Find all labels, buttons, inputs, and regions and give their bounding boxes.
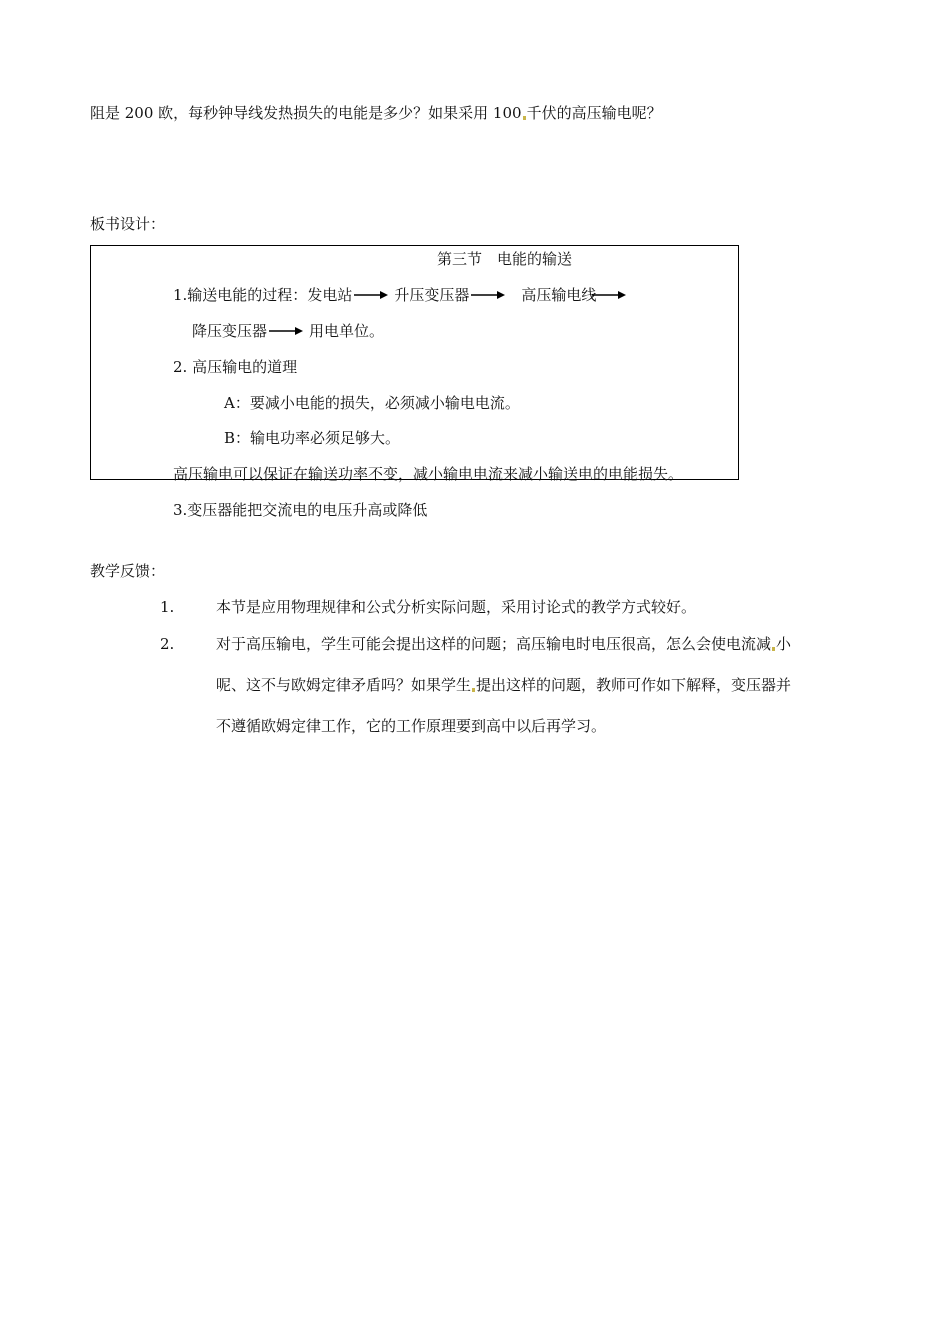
- feedback-number-2: 2.: [160, 635, 175, 653]
- transformer-note: 3.变压器能把交流电的电压升高或降低: [173, 501, 428, 519]
- edit-mark-icon: [523, 116, 526, 120]
- arrow-right-icon: [269, 321, 303, 341]
- reason-point-b: B：输电功率必须足够大。: [224, 429, 401, 447]
- step-step-up-transformer: 升压变压器: [394, 286, 470, 304]
- edit-mark-icon: [772, 647, 775, 651]
- step-power-station: 发电站: [307, 286, 353, 304]
- question-text-1: 阻是 200 欧，每秒钟导线发热损失的电能是多少？如果采用 100: [90, 104, 522, 122]
- arrow-right-icon: [592, 285, 626, 305]
- question-line: [90, 103, 662, 123]
- board-design-heading: 板书设计：: [90, 215, 166, 233]
- question-text-2: 千伏的高压输电呢？: [526, 104, 662, 122]
- arrow-right-icon: [471, 285, 505, 305]
- feedback-number-1: 1.: [160, 598, 175, 616]
- process-line-1: [173, 285, 632, 305]
- reason-heading: 2. 高压输电的道理: [173, 358, 298, 376]
- feedback-item-2-line-1-part-1: 对于高压输电，学生可能会提出这样的问题；高压输电时电压很高，怎么会使电流减: [216, 635, 772, 653]
- edit-mark-icon: [472, 688, 475, 692]
- feedback-heading: 教学反馈：: [90, 562, 166, 580]
- board-title: 第三节 电能的输送: [437, 250, 573, 268]
- feedback-item-2-line-1: [216, 634, 791, 654]
- arrow-right-icon: [354, 285, 388, 305]
- step-user-unit: 用电单位。: [309, 322, 385, 340]
- reason-conclusion: 高压输电可以保证在输送功率不变，减小输电电流来减小输送电的电能损失。: [173, 465, 684, 483]
- feedback-item-2-line-3: 不遵循欧姆定律工作，它的工作原理要到高中以后再学习。: [216, 717, 607, 735]
- feedback-item-2-line-2-part-1: 呢、这不与欧姆定律矛盾吗？如果学生: [216, 676, 472, 694]
- reason-point-a: A：要减小电能的损失，必须减小输电电流。: [224, 394, 520, 412]
- step-step-down-transformer: 降压变压器: [192, 322, 268, 340]
- feedback-item-2-line-1-part-2: 小: [776, 635, 792, 653]
- feedback-item-2-line-2-part-2: 提出这样的问题，教师可作如下解释，变压器并: [476, 676, 792, 694]
- process-line-2: [192, 321, 384, 341]
- step-high-voltage-line: 高压输电线: [521, 286, 597, 304]
- process-label: 1.输送电能的过程：: [173, 286, 308, 304]
- feedback-item-2-line-2: [216, 675, 791, 695]
- feedback-item-1: 本节是应用物理规律和公式分析实际问题，采用讨论式的教学方式较好。: [216, 598, 697, 616]
